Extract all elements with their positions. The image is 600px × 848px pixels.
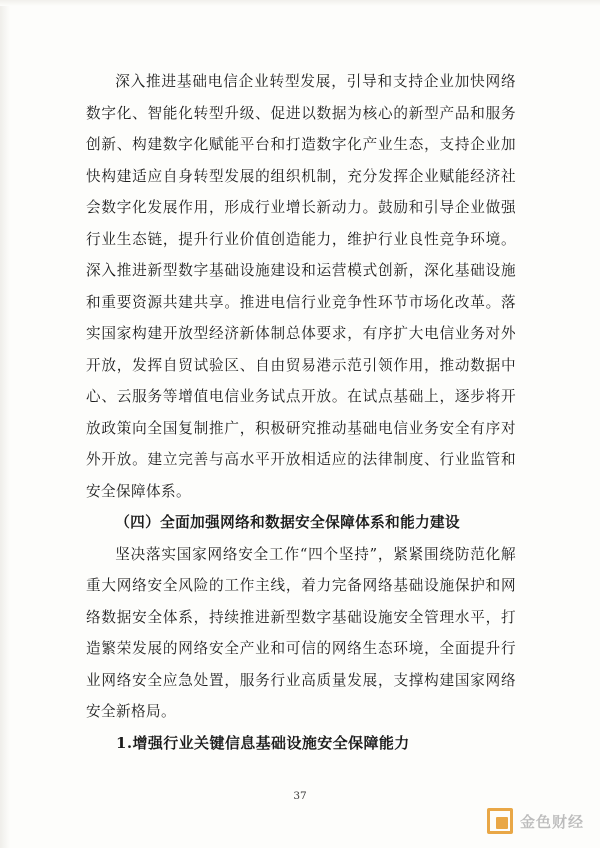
watermark [487,808,584,834]
page-content [86,66,516,759]
scan-edge-top [0,0,600,6]
scan-edge-left [0,0,10,848]
paragraph-body-2: 坚决落实国家网络安全工作“四个坚持”，紧紧围绕防范化解重大网络安全风险的工作主线，着力完备网络基础设施保护和网络数据安全体系，持续推进新型数字基础设施安全管理水平，打造繁荣发展的网络安全产业和可信的网络生态环境，全面提升行业网络安全应急处置，服务行业高质量发展，支撑构建国家网络安全新格局。 [86,545,516,720]
watermark-label: 金色财经 [519,812,584,831]
logo-square-icon [487,808,513,834]
page-number: 37 [293,790,307,802]
subsection-heading-1: 1.增强行业关键信息基础设施安全保障能力 [116,733,410,752]
paragraph-body-1: 深入推进基础电信企业转型发展，引导和支持企业加快网络数字化、智能化转型升级、促进以数据为核心的新型产品和服务创新、构建数字化赋能平台和打造数字化产业生态，支持企业加快构建适应自身转型发展的组织机制，充分发挥企业赋能经济社会数字化发展作用，形成行业增长新动力。鼓励和引导企业做强行业生态链，提升行业价值创造能力，维护行业良性竞争环境。深入推进新型数字基础设施建设和运营模式创新，深化基础设施和重要资源共建共享。推进电信行业竞争性环节市场化改革。落实国家构建开放型经济新体制总体要求，有序扩大电信业务对外开放，发挥自贸试验区、自由贸易港示范引领作用，推动数据中心、云服务等增值电信业务试点开放。在试点基础上，逐步将开放政策向全国复制推广，积极研究推动基础电信业务安全有序对外开放。建立完善与高水平开放相适应的法律制度、行业监管和安全保障体系。 [86,73,516,500]
section-heading-four: （四）全面加强网络和数据安全保障体系和能力建设 [115,514,461,531]
